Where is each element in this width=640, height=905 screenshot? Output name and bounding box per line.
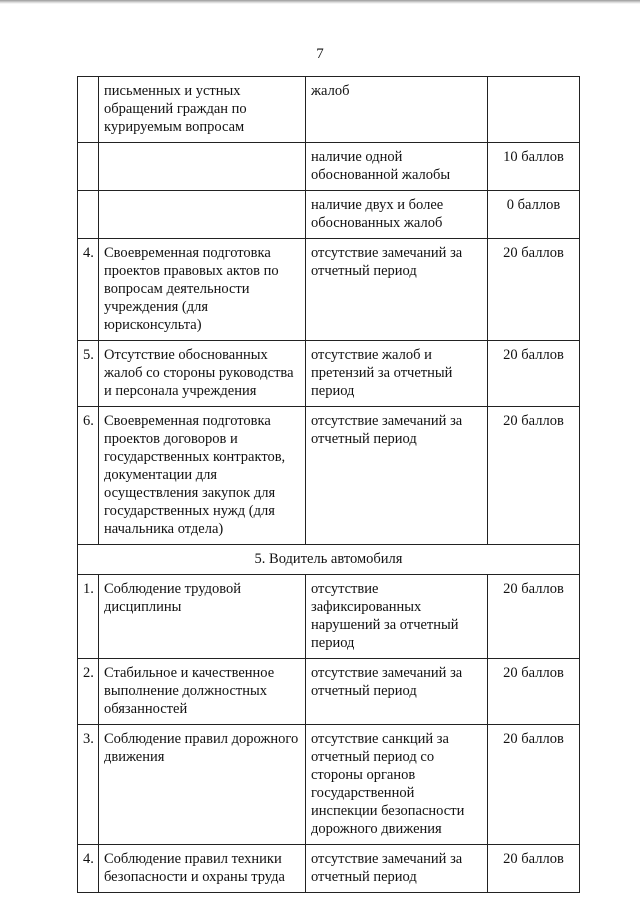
indicator-cell: Отсутствие обоснованных жалоб со стороны руководства и персонала учреждения (99, 341, 306, 407)
indicator-cell: Своевременная подготовка проектов правовых актов по вопросам деятельности учреждения (для юрисконсульта) (99, 239, 306, 341)
condition-cell: отсутствие жалоб и претензий за отчетный период (306, 341, 488, 407)
condition-cell: отсутствие замечаний за отчетный период (306, 407, 488, 545)
indicator-cell (99, 191, 306, 239)
table-row (78, 407, 580, 545)
table-row (78, 575, 580, 659)
indicator-cell: письменных и устных обращений граждан по курируемым вопросам (99, 77, 306, 143)
scan-top-edge (0, 0, 640, 4)
row-number-cell: 4. (78, 239, 99, 341)
condition-cell: наличие одной обоснованной жалобы (306, 143, 488, 191)
row-number-cell (78, 77, 99, 143)
points-cell: 20 баллов (488, 845, 580, 893)
points-cell: 0 баллов (488, 191, 580, 239)
row-number-cell: 6. (78, 407, 99, 545)
indicator-cell (99, 143, 306, 191)
criteria-table (77, 76, 580, 893)
condition-cell: жалоб (306, 77, 488, 143)
indicator-cell: Соблюдение правил дорожного движения (99, 725, 306, 845)
points-cell (488, 77, 580, 143)
points-cell: 10 баллов (488, 143, 580, 191)
points-cell: 20 баллов (488, 725, 580, 845)
row-number-cell (78, 191, 99, 239)
page-number: 7 (316, 46, 324, 62)
section-title: 5. Водитель автомобиля (78, 545, 580, 575)
table-row (78, 725, 580, 845)
table-row (78, 143, 580, 191)
table-row (78, 191, 580, 239)
indicator-cell: Соблюдение трудовой дисциплины (99, 575, 306, 659)
row-number-cell: 3. (78, 725, 99, 845)
points-cell: 20 баллов (488, 407, 580, 545)
points-cell: 20 баллов (488, 341, 580, 407)
condition-cell: отсутствие замечаний за отчетный период (306, 239, 488, 341)
section-header-row (78, 545, 580, 575)
indicator-cell: Стабильное и качественное выполнение должностных обязанностей (99, 659, 306, 725)
indicator-cell: Своевременная подготовка проектов договоров и государственных контрактов, документации для осуществления закупок для государственных нужд (для начальника отдела) (99, 407, 306, 545)
points-cell: 20 баллов (488, 659, 580, 725)
table-row (78, 341, 580, 407)
table-row (78, 659, 580, 725)
table-row (78, 239, 580, 341)
condition-cell: наличие двух и более обоснованных жалоб (306, 191, 488, 239)
condition-cell: отсутствие замечаний за отчетный период (306, 659, 488, 725)
points-cell: 20 баллов (488, 239, 580, 341)
points-cell: 20 баллов (488, 575, 580, 659)
row-number-cell: 1. (78, 575, 99, 659)
condition-cell: отсутствие замечаний за отчетный период (306, 845, 488, 893)
table-row (78, 845, 580, 893)
row-number-cell (78, 143, 99, 191)
condition-cell: отсутствие санкций за отчетный период со стороны органов государственной инспекции безопасности дорожного движения (306, 725, 488, 845)
row-number-cell: 4. (78, 845, 99, 893)
row-number-cell: 5. (78, 341, 99, 407)
row-number-cell: 2. (78, 659, 99, 725)
indicator-cell: Соблюдение правил техники безопасности и охраны труда (99, 845, 306, 893)
table-row (78, 77, 580, 143)
condition-cell: отсутствие зафиксированных нарушений за отчетный период (306, 575, 488, 659)
